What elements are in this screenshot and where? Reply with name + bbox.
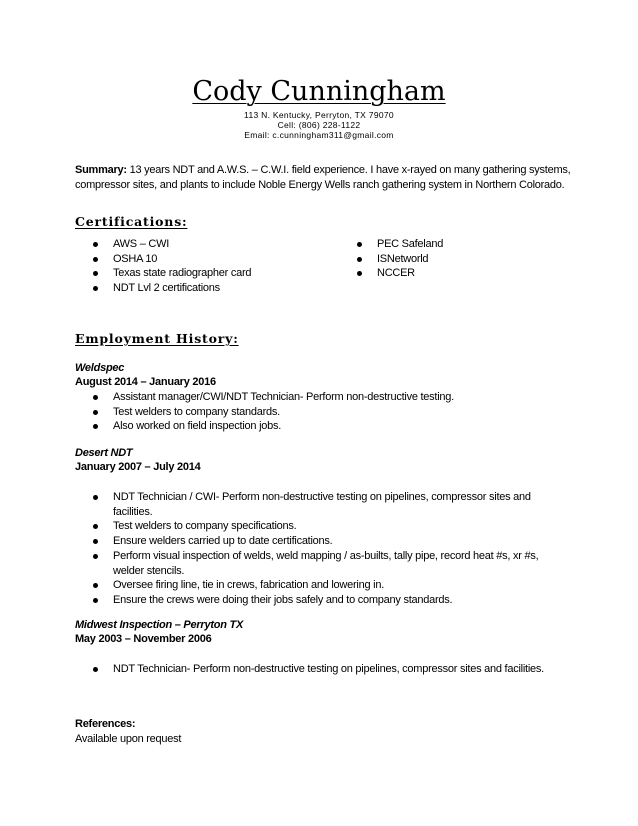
bullet-icon [93,554,98,559]
list-item: NDT Lvl 2 certifications [93,281,333,296]
contact-address: 113 N. Kentucky, Perryton, TX 79070 [244,110,394,120]
bullet-icon [357,242,362,247]
contact-cell: Cell: (806) 228-1122 [277,120,361,130]
bullet-icon [93,667,98,672]
certifications-heading: Certifications: [75,214,188,229]
job-dates: August 2014 – January 2016 [75,376,216,388]
list-item: Texas state radiographer card [93,266,333,281]
bullet-icon [93,395,98,400]
list-item: Ensure the crews were doing their jobs safely and to company standards. [93,593,553,608]
bullet-icon [93,495,98,500]
job-duties-list [93,662,573,677]
summary-paragraph [75,163,575,193]
bullet-icon [93,271,98,276]
bullet-icon [93,598,98,603]
list-item: Ensure welders carried up to date certifications. [93,534,553,549]
references-text: Available upon request [75,733,182,745]
certifications-list-right [357,237,557,281]
list-item: ISNetworld [357,252,557,267]
list-item: OSHA 10 [93,252,333,267]
employment-heading: Employment History: [75,331,239,346]
list-item: Assistant manager/CWI/NDT Technician- Perform non-destructive testing. [93,390,563,405]
bullet-icon [93,524,98,529]
list-item: NDT Technician- Perform non-destructive testing on pipelines, compressor sites and facilities. [93,662,573,677]
job-dates: May 2003 – November 2006 [75,633,212,645]
job-dates: January 2007 – July 2014 [75,461,201,473]
list-item: Test welders to company standards. [93,405,563,420]
job-company: Midwest Inspection – Perryton TX [75,619,244,631]
candidate-name: Cody Cunningham [192,76,446,107]
bullet-icon [93,583,98,588]
summary-text: 13 years NDT and A.W.S. – C.W.I. field experience. I have x-rayed on many gathering systems, compressor sites, and plants to include Noble Energy Wells ranch gathering system in Northern Colorado. [75,164,571,191]
job-company: Weldspec [75,362,125,374]
bullet-icon [93,539,98,544]
job-company: Desert NDT [75,447,133,459]
bullet-icon [357,257,362,262]
list-item: Perform visual inspection of welds, weld mapping / as-builts, tally pipe, record heat #s, xr #s, welder stencils. [93,549,553,578]
list-item: AWS – CWI [93,237,333,252]
list-item: NDT Technician / CWI- Perform non-destructive testing on pipelines, compressor sites and facilities. [93,490,553,519]
bullet-icon [93,424,98,429]
list-item: PEC Safeland [357,237,557,252]
list-item: Test welders to company specifications. [93,519,553,534]
bullet-icon [93,257,98,262]
job-duties-list [93,490,553,608]
list-item: NCCER [357,266,557,281]
bullet-icon [357,271,362,276]
bullet-icon [93,242,98,247]
contact-email: Email: c.cunningham311@gmail.com [244,130,394,140]
list-item: Oversee firing line, tie in crews, fabrication and lowering in. [93,578,553,593]
certifications-list-left [93,237,333,296]
bullet-icon [93,286,98,291]
references-heading: References: [75,718,136,730]
job-duties-list [93,390,563,434]
bullet-icon [93,410,98,415]
list-item: Also worked on field inspection jobs. [93,419,563,434]
summary-label: Summary: [75,164,127,176]
